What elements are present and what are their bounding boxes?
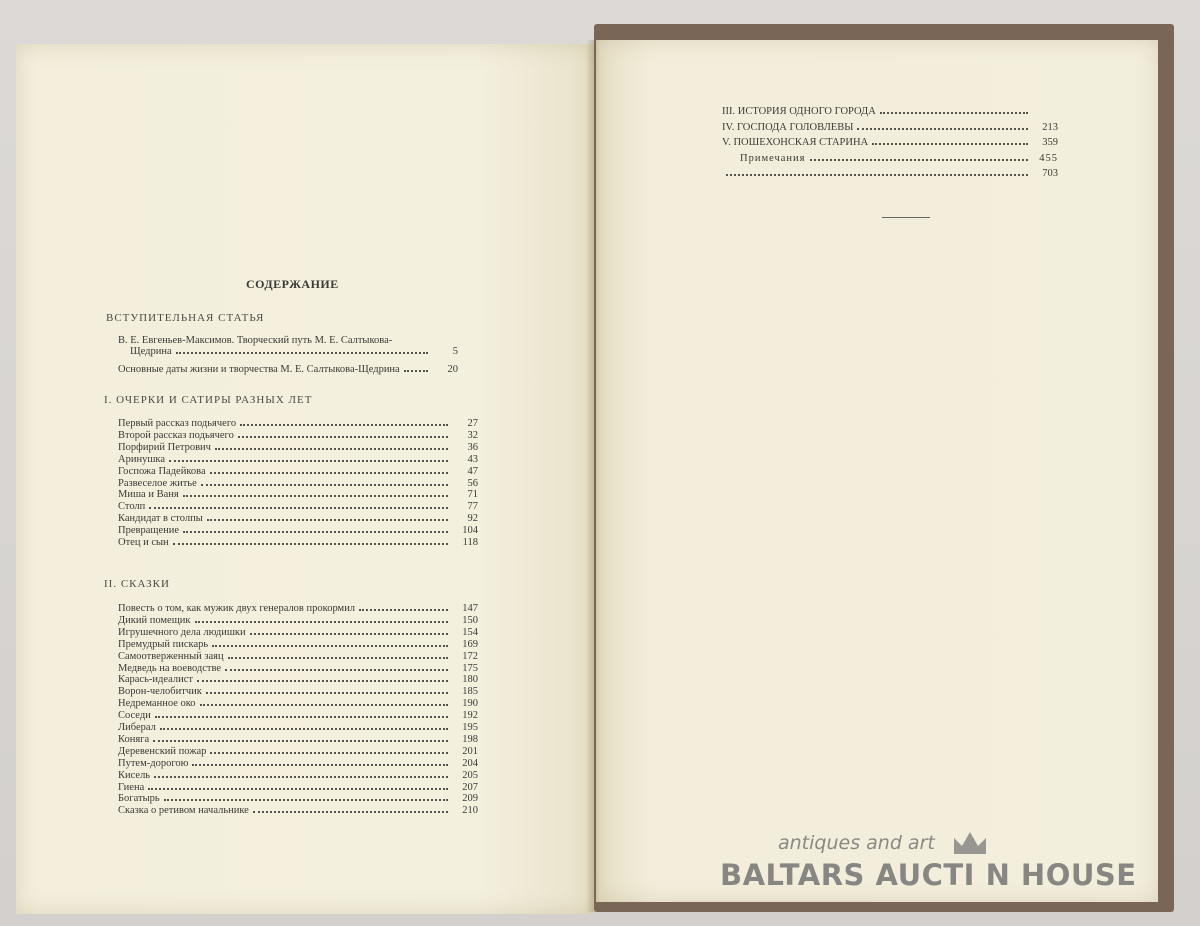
toc-entry-page: 169 — [462, 638, 478, 650]
toc-entry — [118, 501, 478, 512]
toc-entry — [118, 418, 478, 429]
toc-entry-label: Богатырь — [118, 793, 160, 805]
toc-entry — [118, 478, 478, 489]
leader-dots — [253, 811, 448, 813]
toc-entry — [118, 454, 478, 465]
leader-dots — [857, 128, 1028, 130]
toc-entry — [118, 805, 478, 816]
toc-entry-page: 175 — [462, 662, 478, 674]
watermark-brand: BALTARS AUCTI N HOUSE — [720, 858, 1137, 892]
toc-entry-label: Повесть о том, как мужик двух генералов прокормил — [118, 603, 356, 614]
book-gutter — [586, 40, 600, 912]
toc-entry-page: 71 — [467, 489, 478, 501]
leader-dots — [183, 495, 448, 497]
toc-entry — [722, 137, 1058, 148]
leader-dots — [810, 159, 1028, 161]
leader-dots — [173, 543, 448, 545]
toc-entry-label: Премудрый пискарь — [118, 638, 209, 650]
toc-entry-page: 27 — [467, 418, 478, 429]
leader-dots — [210, 472, 448, 474]
toc-entry-label: Путем-дорогою — [118, 757, 189, 769]
toc-entry — [118, 442, 478, 453]
toc-entry-label: Карась-идеалист — [118, 674, 193, 686]
watermark-tagline: antiques and art — [778, 832, 935, 854]
toc-entry-page: 703 — [1042, 168, 1058, 179]
toc-entry — [118, 639, 478, 650]
toc-entry-label: Превращение — [118, 525, 180, 537]
toc-entry-label: Самоотверженный заяц — [118, 650, 224, 662]
leader-dots — [149, 507, 448, 509]
toc-entry-page: 172 — [462, 650, 478, 662]
toc-entry — [118, 466, 478, 477]
leader-dots — [404, 370, 428, 372]
toc-entry-page: 36 — [467, 441, 478, 453]
leader-dots — [201, 484, 448, 486]
toc-entry — [118, 663, 478, 674]
toc-entry — [118, 430, 478, 441]
end-rule — [882, 217, 930, 218]
toc-entry — [118, 335, 458, 357]
leader-dots — [176, 352, 428, 354]
toc-entry-page: 204 — [462, 757, 478, 769]
toc-entry-page: 47 — [467, 465, 478, 477]
toc-entry-label: Дикий помещик — [118, 614, 191, 626]
toc-entry-page: 210 — [462, 805, 478, 817]
leader-dots — [225, 669, 448, 671]
toc-entry — [118, 627, 478, 638]
leader-dots — [240, 424, 448, 426]
leader-dots — [154, 776, 448, 778]
toc-entry-page: 209 — [462, 793, 478, 805]
toc-entry — [118, 710, 478, 721]
section-2-heading: II. СКАЗКИ — [104, 578, 170, 590]
leader-dots — [359, 609, 448, 611]
leader-dots — [215, 448, 448, 450]
leader-dots — [210, 752, 448, 754]
toc-entry-page: 104 — [462, 525, 478, 537]
leader-dots — [153, 740, 448, 742]
toc-entry-page: 185 — [462, 686, 478, 698]
toc-entry-page: 43 — [467, 453, 478, 465]
toc-entry — [118, 513, 478, 524]
intro-heading: ВСТУПИТЕЛЬНАЯ СТАТЬЯ — [106, 312, 265, 324]
toc-entry-label: Недреманное око — [118, 698, 196, 710]
toc-entry-label: Второй рассказ подьячего — [118, 429, 234, 441]
leader-dots — [206, 692, 448, 694]
toc-entry-label: Госпожа Падейкова — [118, 465, 206, 477]
toc-entry-label-cont: Щедрина — [130, 346, 172, 357]
toc-entry — [118, 770, 478, 781]
toc-entry-page: 150 — [462, 614, 478, 626]
toc-entry — [722, 168, 1058, 179]
toc-entry — [118, 615, 478, 626]
toc-entry-label: Аринушка — [118, 453, 166, 465]
leader-dots — [207, 519, 448, 521]
toc-entry-page: 213 — [1042, 121, 1058, 133]
leader-dots — [195, 621, 448, 623]
toc-entry-page: 56 — [467, 477, 478, 489]
toc-entry — [740, 153, 1058, 164]
leader-dots — [155, 716, 448, 718]
toc-entry-page: 92 — [467, 513, 478, 525]
toc-entry-label: V. ПОШЕХОНСКАЯ СТАРИНА — [722, 137, 869, 148]
toc-entry-label: Кандидат в столпы — [118, 513, 203, 525]
leader-dots — [726, 174, 1028, 176]
crown-icon — [950, 828, 990, 858]
toc-entry-page: 198 — [462, 733, 478, 745]
toc-entry — [118, 782, 478, 793]
toc-entry-page: 192 — [462, 710, 478, 722]
toc-entry-page: 5 — [452, 346, 458, 357]
toc-entry-label: Коняга — [118, 733, 150, 745]
toc-entry-page: 455 — [1039, 152, 1058, 164]
leader-dots — [164, 799, 448, 801]
toc-entry-label: Соседи — [118, 710, 151, 722]
toc-entry-page: 20 — [447, 364, 458, 375]
toc-entry — [118, 651, 478, 662]
toc-entry — [118, 525, 478, 536]
leader-dots — [192, 764, 448, 766]
toc-entry — [118, 734, 478, 745]
toc-entry-page: 190 — [462, 698, 478, 710]
toc-entry-page: 147 — [462, 603, 478, 614]
leader-dots — [148, 788, 448, 790]
toc-entry-label: Порфирий Петрович — [118, 441, 211, 453]
toc-entry-label: Медведь на воеводстве — [118, 662, 222, 674]
toc-entry-label: Примечания — [740, 152, 806, 164]
leader-dots — [200, 704, 448, 706]
toc-entry-page: 359 — [1042, 137, 1058, 148]
toc-entry-page: 195 — [462, 722, 478, 733]
toc-entry-label: Либерал — [118, 722, 156, 733]
toc-entry-label: III. ИСТОРИЯ ОДНОГО ГОРОДА — [722, 106, 876, 117]
toc-entry-page: 207 — [462, 781, 478, 793]
toc-entry — [118, 698, 478, 709]
leader-dots — [228, 657, 448, 659]
leader-dots — [880, 112, 1028, 114]
toc-entry-page: 118 — [462, 537, 478, 548]
toc-entry-label: Сказка о ретивом начальнике — [118, 805, 249, 817]
toc-entry-label: Миша и Ваня — [118, 489, 179, 501]
leader-dots — [183, 531, 448, 533]
leader-dots — [250, 633, 448, 635]
toc-entry — [118, 758, 478, 769]
leader-dots — [872, 143, 1028, 145]
toc-title: СОДЕРЖАНИЕ — [246, 277, 339, 291]
toc-entry — [118, 489, 478, 500]
toc-entry-label: IV. ГОСПОДА ГОЛОВЛЕВЫ — [722, 121, 854, 133]
toc-entry — [118, 603, 478, 614]
toc-entry-label: Гиена — [118, 781, 145, 793]
toc-entry-page: 205 — [462, 769, 478, 781]
toc-entry-page: 201 — [462, 745, 478, 757]
toc-entry-label: Основные даты жизни и творчества М. Е. Салтыкова-Щедрина — [118, 364, 400, 375]
leader-dots — [169, 460, 448, 462]
toc-entry — [118, 364, 458, 375]
toc-entry — [118, 674, 478, 685]
toc-entry-label: Столп — [118, 501, 146, 513]
toc-entry-label: Первый рассказ подьячего — [118, 418, 237, 429]
toc-entry-label: Игрушечного дела людишки — [118, 626, 246, 638]
toc-entry — [722, 106, 1058, 117]
toc-entry-label: Кисель — [118, 769, 151, 781]
leader-dots — [160, 728, 448, 730]
toc-entry — [118, 722, 478, 733]
toc-entry — [118, 686, 478, 697]
toc-entry-page: 32 — [467, 429, 478, 441]
leader-dots — [212, 645, 448, 647]
leader-dots — [197, 680, 448, 682]
toc-entry — [118, 746, 478, 757]
toc-entry-label: Деревенский пожар — [118, 745, 207, 757]
toc-entry-page: 180 — [462, 674, 478, 686]
leader-dots — [238, 436, 448, 438]
toc-entry — [118, 537, 478, 548]
toc-entry — [722, 122, 1058, 133]
toc-entry-label: Отец и сын — [118, 537, 169, 548]
toc-entry-label: Ворон-челобитчик — [118, 686, 202, 698]
toc-entry-page: 154 — [462, 626, 478, 638]
toc-entry-label: Развеселое житье — [118, 477, 197, 489]
toc-entry — [118, 793, 478, 804]
toc-entry-label: В. Е. Евгеньев-Максимов. Творческий путь М. Е. Салтыкова- — [118, 335, 393, 346]
section-1-heading: I. ОЧЕРКИ И САТИРЫ РАЗНЫХ ЛЕТ — [104, 394, 313, 406]
toc-entry-page: 77 — [467, 501, 478, 513]
